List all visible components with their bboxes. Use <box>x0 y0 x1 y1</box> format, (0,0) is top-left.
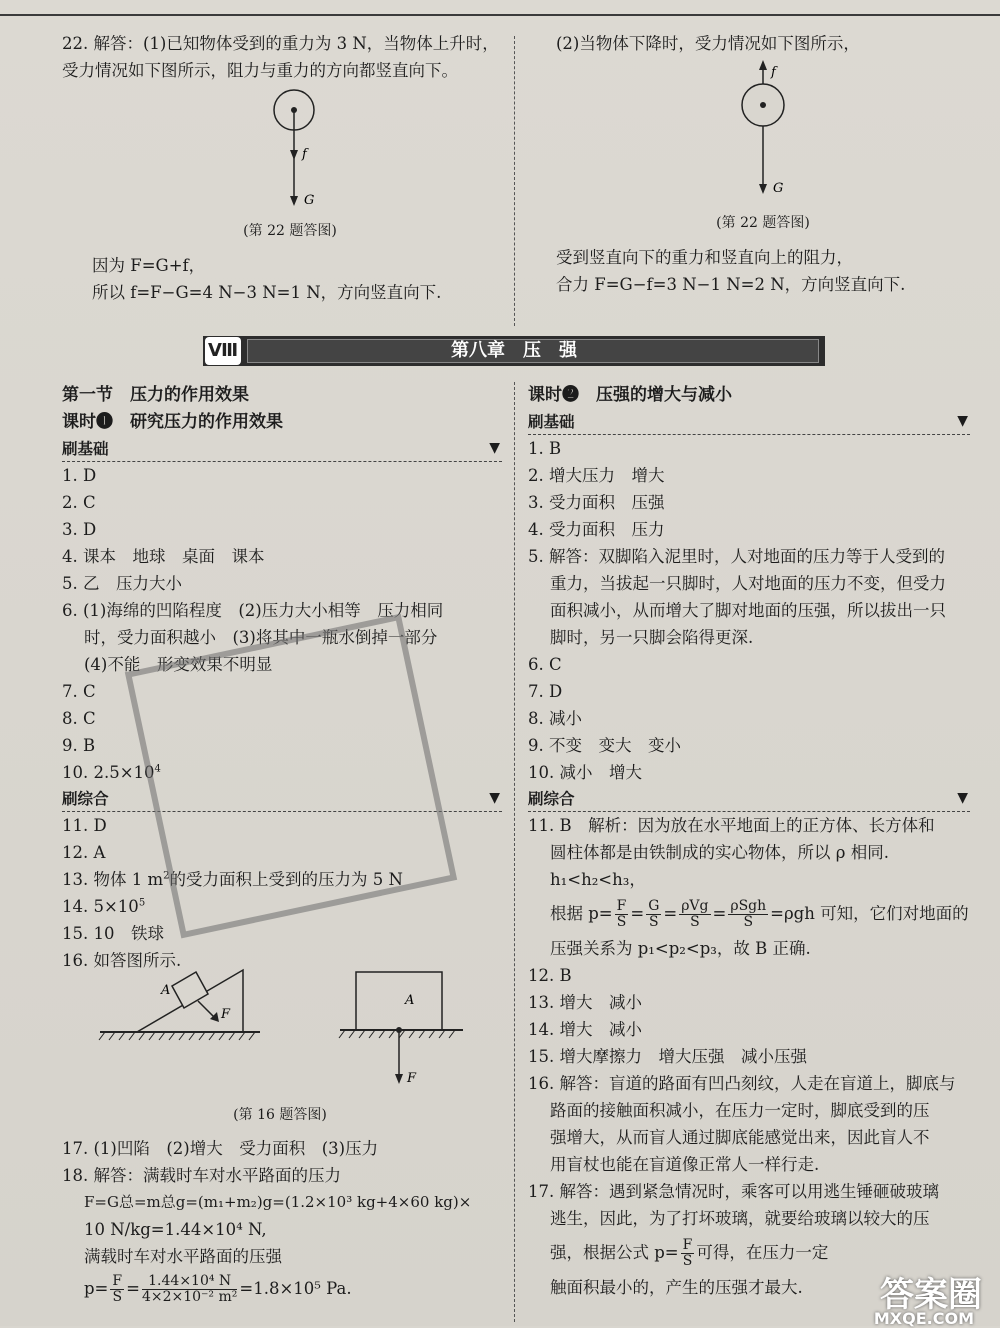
right-item-8: 8. 减小 <box>528 709 582 728</box>
q11-frac1-num: F <box>616 898 627 914</box>
left-item-4: 4. 课本 地球 桌面 课本 <box>62 547 265 566</box>
fig16-label-A1: A <box>161 983 171 998</box>
right-item-16c: 强增大，从而盲人通过脚底能感觉出来，因此盲人不 <box>550 1128 930 1147</box>
right-item-17b: 逃生，因此，为了打坏玻璃，就要给玻璃以较大的压 <box>550 1209 930 1228</box>
triangle-down-icon: ▼ <box>489 440 500 456</box>
q11-frac2-den: S <box>648 914 659 930</box>
label-G-left: G <box>304 193 315 208</box>
right-item-11a: 11. B 解析：因为放在水平地面上的正方体、长方体和 <box>528 816 935 835</box>
q11-frac3 <box>679 899 710 930</box>
triangle-down-icon: ▼ <box>957 790 968 806</box>
left-item-6c: (4)不能 形变效果不明显 <box>84 655 273 674</box>
watermark-url: MXQE.COM <box>873 1309 974 1328</box>
top-divider <box>514 36 515 326</box>
fig22-left-caption: (第 22 题答图) <box>243 223 337 239</box>
fig16-label-F2: F <box>407 1071 417 1086</box>
q18-p: p= <box>84 1279 109 1298</box>
left-item-18b: F=G总=m总g=(m₁+m₂)g=(1.2×10³ kg+4×60 kg)× <box>84 1193 472 1211</box>
bar-comp-right-label: 刷综合 <box>528 789 575 808</box>
top-left-column <box>62 30 507 84</box>
q11-frac4-den: S <box>743 914 754 930</box>
fig16 <box>95 960 475 1090</box>
left-item-18d: 满载时车对水平路面的压强 <box>84 1247 282 1266</box>
top-right-column <box>556 30 976 57</box>
stamp-seal <box>125 614 457 939</box>
q17-frac <box>681 1238 695 1269</box>
fig22-right-caption: (第 22 题答图) <box>716 215 810 231</box>
right-item-16b: 路面的接触面积减小，在压力一定时，脚底受到的压 <box>550 1101 930 1120</box>
q18-frac2-num: 1.44×10⁴ N <box>142 1274 237 1290</box>
left-item-12: 12. A <box>62 843 106 862</box>
right-item-5c: 面积减小，从而增大了脚对地面的压强，所以拔出一只 <box>550 601 946 620</box>
fig16-label-F1: F <box>221 1007 231 1022</box>
right-item-12: 12. B <box>528 966 572 985</box>
q11-frac4 <box>728 899 768 930</box>
q17-text-a: 强，根据公式 p= <box>550 1243 679 1262</box>
right-item-17d: 触面积最小的，产生的压强才最大. <box>550 1278 803 1297</box>
chapter-icon: Ⅷ <box>205 337 241 365</box>
q11-frac1-den: S <box>616 914 627 930</box>
right-item-10: 10. 减小 增大 <box>528 763 642 782</box>
right-item-14: 14. 增大 减小 <box>528 1020 642 1039</box>
left-item-9: 9. B <box>62 736 96 755</box>
bar-basic-left <box>62 436 502 462</box>
chapter-banner <box>203 336 825 366</box>
q11-frac1 <box>615 899 629 930</box>
q17-frac-num: F <box>682 1237 693 1253</box>
q18-result: =1.8×10⁵ Pa. <box>239 1279 352 1298</box>
label-f-right: f <box>771 65 776 80</box>
right-item-1: 1. B <box>528 439 562 458</box>
left-item-18a: 18. 解答：满载时车对水平路面的压力 <box>62 1166 341 1185</box>
q11-frac4-num: ρSgh <box>730 898 767 914</box>
q17-text-b: 可得，在压力一定 <box>696 1243 829 1262</box>
q22-line2: 受力情况如下图所示，阻力与重力的方向都竖直向下。 <box>62 61 458 80</box>
q22-header: 22. 解答：(1)已知物体受到的重力为 3 N，当物体上升时， <box>62 34 499 53</box>
left-item-16: 16. 如答图所示. <box>62 951 182 970</box>
right-line3: 合力 F=G−f=3 N−1 N=2 N，方向竖直向下. <box>556 275 906 294</box>
bar-basic-right <box>528 409 970 435</box>
watermark-logo: 答案圈 <box>880 1275 982 1315</box>
right-column <box>528 382 970 1301</box>
q13-b: 的受力面积上受到的压力为 5 N <box>169 870 403 889</box>
left-item-1: 1. D <box>62 466 97 485</box>
bar-comp-right <box>528 786 970 812</box>
left-item-7: 7. C <box>62 682 96 701</box>
q11-text-b: =ρgh 可知，它们对地面的 <box>770 904 969 923</box>
q10-text: 10. 2.5×10 <box>62 763 155 782</box>
right-item-11c: h₁<h₂<h₃， <box>550 870 646 889</box>
left-item-3: 3. D <box>62 520 97 539</box>
right-item-4: 4. 受力面积 压力 <box>528 520 665 539</box>
fig22-right <box>733 58 813 198</box>
q13-a: 13. 物体 1 m <box>62 870 164 889</box>
q11-frac2-num: G <box>648 898 660 914</box>
q11-frac3-num: ρVg <box>681 898 709 914</box>
right-item-2: 2. 增大压力 增大 <box>528 466 665 485</box>
left-item-6a: 6. (1)海绵的凹陷程度 (2)压力大小相等 压力相同 <box>62 601 444 620</box>
top-left-text <box>92 252 512 306</box>
q11-text-a: 根据 p= <box>550 904 613 923</box>
left-item-8: 8. C <box>62 709 96 728</box>
right-item-7: 7. D <box>528 682 563 701</box>
right-item-6: 6. C <box>528 655 562 674</box>
q18-frac2-den: 4×2×10⁻² m² <box>141 1289 238 1305</box>
label-G-right: G <box>773 181 784 196</box>
q14-exp: 5 <box>138 897 146 909</box>
right-item-16d: 用盲杖也能在盲道像正常人一样行走. <box>550 1155 820 1174</box>
left-column-bottom <box>62 1135 507 1305</box>
right-item-11d: 根据 p= $\frac{F}{S}$ = $\frac{G}{S}$ = $\frac{\text{ρVg}}{S}$ = $\frac{\text{ρSgh}}{S}$ =ρgh 可知，它们对地面的 <box>550 898 969 930</box>
left-item-18e: p= $\frac{F}{S}$ = $\frac{\text{1.44×10⁴ N}}{\text{4×2×10⁻² m²}}$ =1.8×10⁵ Pa. <box>84 1273 352 1305</box>
right-item-9: 9. 不变 变大 变小 <box>528 736 681 755</box>
label-f-left: f <box>302 147 307 162</box>
left-item-17: 17. (1)凹陷 (2)增大 受力面积 (3)压力 <box>62 1139 379 1158</box>
q18-frac2 <box>142 1274 237 1305</box>
top-right-text <box>556 244 976 298</box>
right-item-11e: 压强关系为 p₁<p₂<p₃，故 B 正确. <box>550 939 811 958</box>
bar-basic-right-label: 刷基础 <box>528 412 575 431</box>
right-line2: 受到竖直向下的重力和竖直向上的阻力， <box>556 248 853 267</box>
right-item-5b: 重力，当拔起一只脚时，人对地面的压力不变，但受力 <box>550 574 946 593</box>
top-rule <box>0 0 1000 16</box>
fig16-label-A2: A <box>405 993 415 1008</box>
section-title: 第一节 压力的作用效果 <box>62 385 249 405</box>
triangle-down-icon: ▼ <box>957 413 968 429</box>
right-item-5d: 脚时，另一只脚会陷得更深. <box>550 628 754 647</box>
right-item-13: 13. 增大 减小 <box>528 993 642 1012</box>
right-item-3: 3. 受力面积 压强 <box>528 493 665 512</box>
left-item-18c: 10 N/kg=1.44×10⁴ N, <box>84 1220 267 1239</box>
left-item-2: 2. C <box>62 493 96 512</box>
q18-frac1 <box>110 1274 124 1305</box>
right-line1: (2)当物体下降时，受力情况如下图所示， <box>556 34 860 53</box>
fig16-caption: (第 16 题答图) <box>233 1107 327 1123</box>
left-line1: 因为 F=G+f， <box>92 256 206 275</box>
left-item-6b: 时，受力面积越小 (3)将其中一瓶水倒掉一部分 <box>84 628 438 647</box>
right-item-15: 15. 增大摩擦力 增大压强 减小压强 <box>528 1047 807 1066</box>
main-divider <box>514 382 515 1322</box>
bar-basic-left-label: 刷基础 <box>62 439 109 458</box>
lesson1-title: 课时❶ 研究压力的作用效果 <box>62 412 283 432</box>
q10-exp: 4 <box>154 763 161 775</box>
q11-frac2 <box>646 899 661 930</box>
right-item-11b: 圆柱体都是由铁制成的实心物体，所以 ρ 相同. <box>550 843 889 862</box>
q18-frac1-num: F <box>112 1273 123 1289</box>
right-item-17a: 17. 解答：遇到紧急情况时，乘客可以用逃生锤砸破玻璃 <box>528 1182 939 1201</box>
fig22-left <box>262 88 342 213</box>
triangle-down-icon: ▼ <box>489 790 500 806</box>
bar-comp-left-label: 刷综合 <box>62 789 109 808</box>
left-item-11: 11. D <box>62 816 107 835</box>
left-item-15: 15. 10 铁球 <box>62 924 164 943</box>
q13-exp: 2 <box>163 870 170 882</box>
left-line2: 所以 f=F−G=4 N−3 N=1 N，方向竖直向下. <box>92 283 442 302</box>
q17-frac-den: S <box>682 1253 693 1269</box>
q18-frac1-den: S <box>112 1289 123 1305</box>
lesson2-title: 课时❷ 压强的增大与减小 <box>528 385 732 405</box>
left-item-5: 5. 乙 压力大小 <box>62 574 182 593</box>
q14-text: 14. 5×10 <box>62 897 139 916</box>
right-item-16a: 16. 解答：盲道的路面有凹凸刻纹，人走在盲道上，脚底与 <box>528 1074 956 1093</box>
chapter-title: 第八章 压 强 <box>451 340 577 361</box>
right-item-5a: 5. 解答：双脚陷入泥里时，人对地面的压力等于人受到的 <box>528 547 945 566</box>
q11-frac3-den: S <box>690 914 700 930</box>
